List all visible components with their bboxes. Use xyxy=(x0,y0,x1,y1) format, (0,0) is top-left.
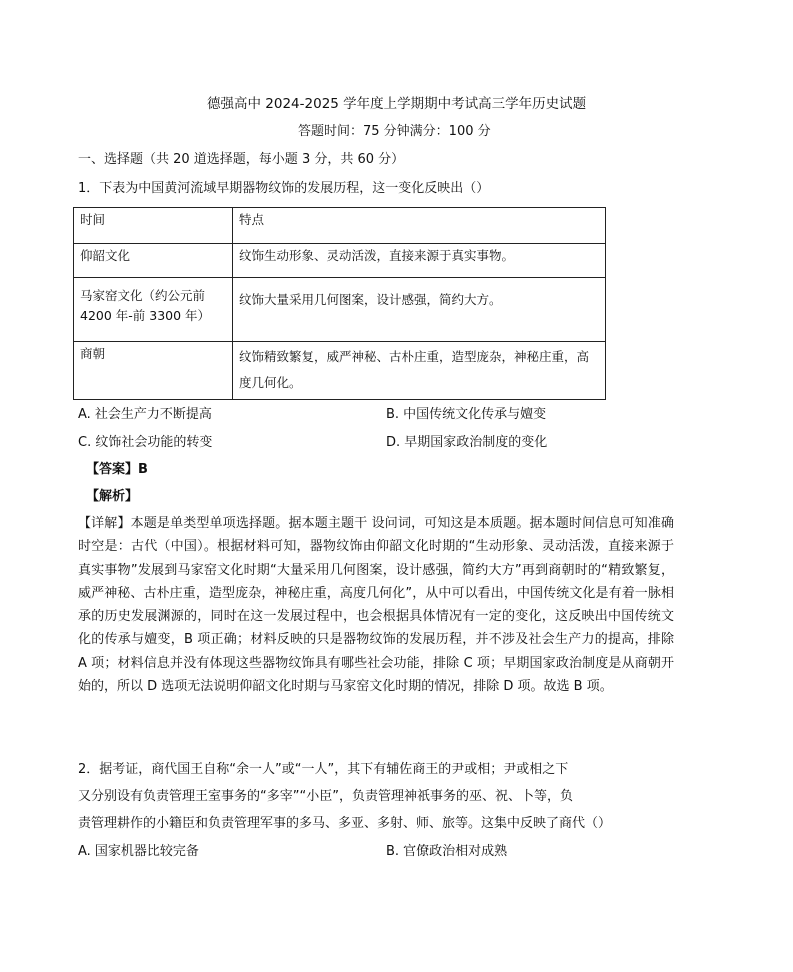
exam-title: 德强高中 2024-2025 学年度上学期期中考试高三学年历史试题 xyxy=(207,96,587,112)
table-header-feature: 特点 xyxy=(233,208,606,244)
q2-stem-line-1: 2．据考证，商代国王自称“余一人”或“一人”，其下有辅佐商王的尹或相；尹或相之下 xyxy=(78,762,569,777)
q2-stem-line-2: 又分别设有负责管理王室事务的“多宰”“小臣”，负责管理神祇事务的巫、祝、卜等，负 xyxy=(78,789,573,804)
q1-option-a: A. 社会生产力不断提高 xyxy=(78,407,212,422)
q1-detail-paragraph: 【详解】本题是单类型单项选择题。据本题主题干 设问词，可知这是本质题。据本题时间信息可知准确时空是：古代（中国）。根据材料可知，器物纹饰由仰韶文化时期的“生动形象、灵动活泼，直接来源于真实事物”发展到马家窑文化时期“大量采用几何图案，设计感强，简约大方”再到商朝时的“精致繁复，威严神秘、古朴庄重，造型庞杂，神秘庄重，高度几何化”，从中可以看出，中国传统文化是有着一脉相承的历史发展渊源的，同时在这一发展过程中，也会根据具体情况有一定的变化，这反映出中国传统文化的传承与嬗变，B 项正确；材料反映的只是器物纹饰的发展历程，并不涉及社会生产力的提高，排除 A 项；材料信息并没有体现这些器物纹饰具有哪些社会功能，排除 C 项；早期国家政治制度是从商朝开始的，所以 D 选项无法说明仰韶文化时期与马家窑文化时期的情况，排除 D 项。故选 B 项。 xyxy=(78,516,674,695)
table-cell-period: 马家窑文化（约公元前4200 年-前 3300 年） xyxy=(74,278,233,342)
table-cell-feature: 纹饰精致繁复，威严神秘、古朴庄重，造型庞杂，神秘庄重，高度几何化。 xyxy=(233,342,606,400)
q1-option-d: D. 早期国家政治制度的变化 xyxy=(386,435,548,450)
q1-answer: 【答案】B xyxy=(86,462,148,477)
q1-option-c: C. 纹饰社会功能的转变 xyxy=(78,435,213,450)
exam-subtitle: 答题时间：75 分钟满分：100 分 xyxy=(298,124,491,139)
table-cell-feature: 纹饰生动形象、灵动活泼，直接来源于真实事物。 xyxy=(233,244,606,278)
q1-option-b: B. 中国传统文化传承与嬗变 xyxy=(386,407,547,422)
q2-option-b: B. 官僚政治相对成熟 xyxy=(386,844,508,859)
table-row xyxy=(74,342,606,400)
section-heading: 一、选择题（共 20 道选择题，每小题 3 分，共 60 分） xyxy=(78,152,405,167)
table-row xyxy=(74,244,606,278)
table-row xyxy=(74,278,606,342)
table-cell-feature: 纹饰大量采用几何图案，设计感强，简约大方。 xyxy=(233,278,606,342)
table-cell-period: 仰韶文化 xyxy=(74,244,233,278)
table-header-row xyxy=(74,208,606,244)
q2-stem-line-3: 责管理耕作的小籍臣和负责管理军事的多马、多亚、多射、师、旅等。这集中反映了商代（） xyxy=(78,816,612,831)
table-header-time: 时间 xyxy=(74,208,233,244)
q1-stem: 1．下表为中国黄河流域早期器物纹饰的发展历程，这一变化反映出（） xyxy=(78,181,490,196)
table-cell-period: 商朝 xyxy=(74,342,233,400)
q2-option-a: A. 国家机器比较完备 xyxy=(78,844,199,859)
q1-table xyxy=(73,207,606,400)
q1-analysis-label: 【解析】 xyxy=(86,489,139,504)
